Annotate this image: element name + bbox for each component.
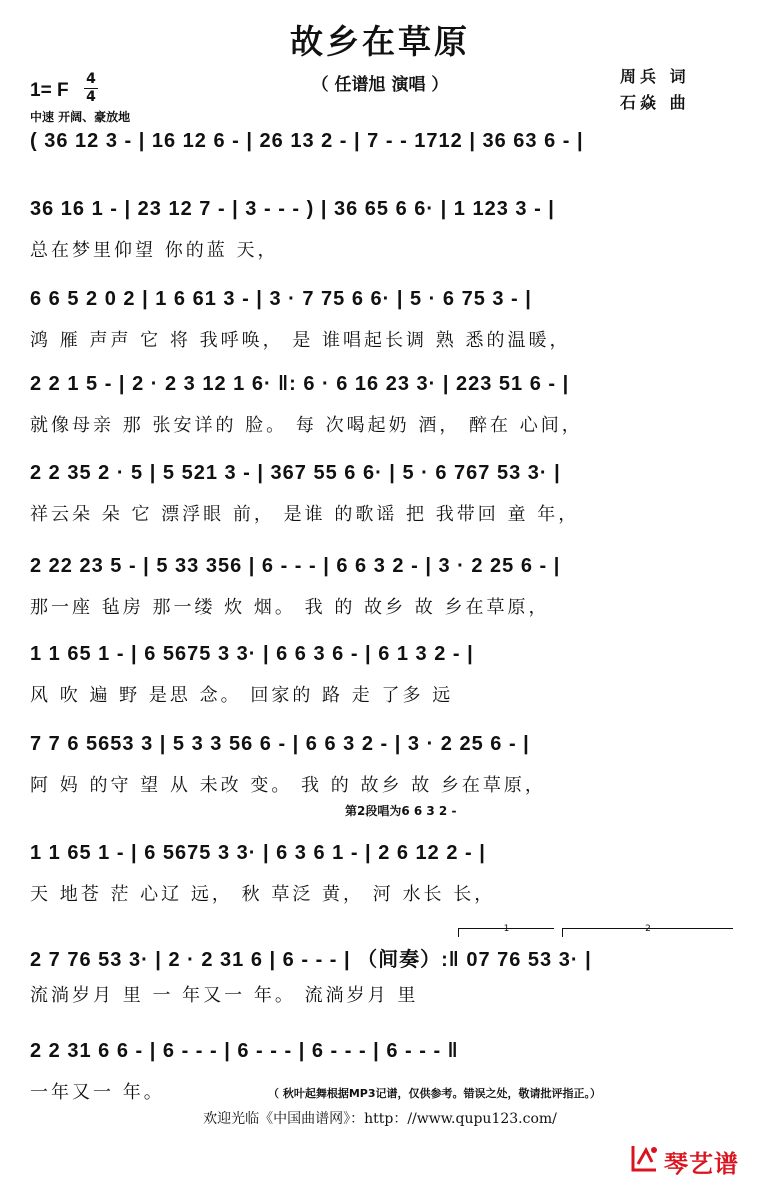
notation-row: 1 1 65 1 - | 6 5675 3 3· | 6 6 3 6 - | 6 1 3 2 - | xyxy=(30,643,474,665)
composer: 石焱 曲 xyxy=(620,93,690,112)
lyric-row: 风 吹 遍 野 是思 念。 回家的 路 走 了多 远 xyxy=(30,685,454,706)
notation-row: 6 6 5 2 0 2 | 1 6 61 3 - | 3 · 7 75 6 6· | 5 · 6 75 3 - | xyxy=(30,288,532,310)
lyric-row: 阿 妈 的守 望 从 未改 变。 我 的 故乡 故 乡在草原， xyxy=(30,775,546,796)
footnote: （ 秋叶起舞根据MP3记谱，仅供参考。错误之处，敬请批评指正。） xyxy=(268,1087,601,1100)
notation-row: 2 2 1 5 - | 2 · 2 3 12 1 6· ‖: 6 · 6 16 23 3· | 223 51 6 - | xyxy=(30,373,570,395)
meter-bottom: 4 xyxy=(86,89,96,105)
lyric-row: 祥云朵 朵 它 漂浮眼 前， 是谁 的歌谣 把 我带回 童 年， xyxy=(30,504,580,525)
lyric-row: 鸿 雁 声声 它 将 我呼唤， 是 谁唱起长调 熟 悉的温暖， xyxy=(30,330,571,351)
volta-1 xyxy=(458,924,554,937)
logo-icon xyxy=(630,1142,660,1174)
lyric-row: 那一座 毡房 那一缕 炊 烟。 我 的 故乡 故 乡在草原， xyxy=(30,597,550,618)
lyricist: 周兵 词 xyxy=(620,67,690,86)
key-signature: 1= F xyxy=(30,80,69,101)
notation-row: 7 7 6 5653 3 | 5 3 3 56 6 - | 6 6 3 2 - | 3 · 2 25 6 - | xyxy=(30,733,530,755)
notation-row: ( 36 12 3 - | 16 12 6 - | 26 13 2 - | 7 - - 1712 | 36 63 6 - | xyxy=(30,130,584,152)
lyric-row: 流淌岁月 里 一 年又一 年。 流淌岁月 里 xyxy=(30,985,419,1006)
tempo-marking: 中速 开阔、豪放地 xyxy=(30,110,131,124)
notation-row: 2 2 31 6 6 - | 6 - - - | 6 - - - | 6 - - - | 6 - - - ‖ xyxy=(30,1040,459,1062)
performer: （ 任谱旭 演唱 ） xyxy=(311,75,449,95)
lyric-row: 一年又一 年。 xyxy=(30,1082,165,1103)
page-title: 故乡在草原 xyxy=(290,22,470,61)
time-signature xyxy=(84,72,98,105)
volta-2 xyxy=(562,924,733,937)
meter-top: 4 xyxy=(86,71,96,87)
notation-row: 2 22 23 5 - | 5 33 356 | 6 - - - | 6 6 3 2 - | 3 · 2 25 6 - | xyxy=(30,555,561,577)
lyric-row: 就像母亲 那 张安详的 脸。 每 次喝起奶 酒， 醉在 心间， xyxy=(30,415,583,436)
notation-row: 36 16 1 - | 23 12 7 - | 3 - - - ) | 36 65 6 6· | 1 123 3 - | xyxy=(30,198,555,220)
second-verse-note: 第2段唱为6 6 3 2 - xyxy=(345,804,457,818)
volta-1-label: 1 xyxy=(503,924,510,934)
logo xyxy=(630,1142,746,1176)
notation-row: 1 1 65 1 - | 6 5675 3 3· | 6 3 6 1 - | 2 6 12 2 - | xyxy=(30,842,486,864)
logo-text: 琴艺谱 xyxy=(664,1150,739,1178)
lyric-row: 总在梦里仰望 你的蓝 天， xyxy=(30,240,279,261)
lyric-row: 天 地苍 茫 心辽 远， 秋 草泛 黄， 河 水长 长， xyxy=(30,884,496,905)
notation-row: 2 7 76 53 3· | 2 · 2 31 6 | 6 - - - | （间奏）:‖ 07 76 53 3· | xyxy=(30,949,592,971)
website-link[interactable]: 欢迎光临《中国曲谱网》：http：//www.qupu123.com/ xyxy=(203,1111,557,1127)
volta-2-label: 2 xyxy=(645,924,651,934)
notation-row: 2 2 35 2 · 5 | 5 521 3 - | 367 55 6 6· | 5 · 6 767 53 3· | xyxy=(30,462,561,484)
